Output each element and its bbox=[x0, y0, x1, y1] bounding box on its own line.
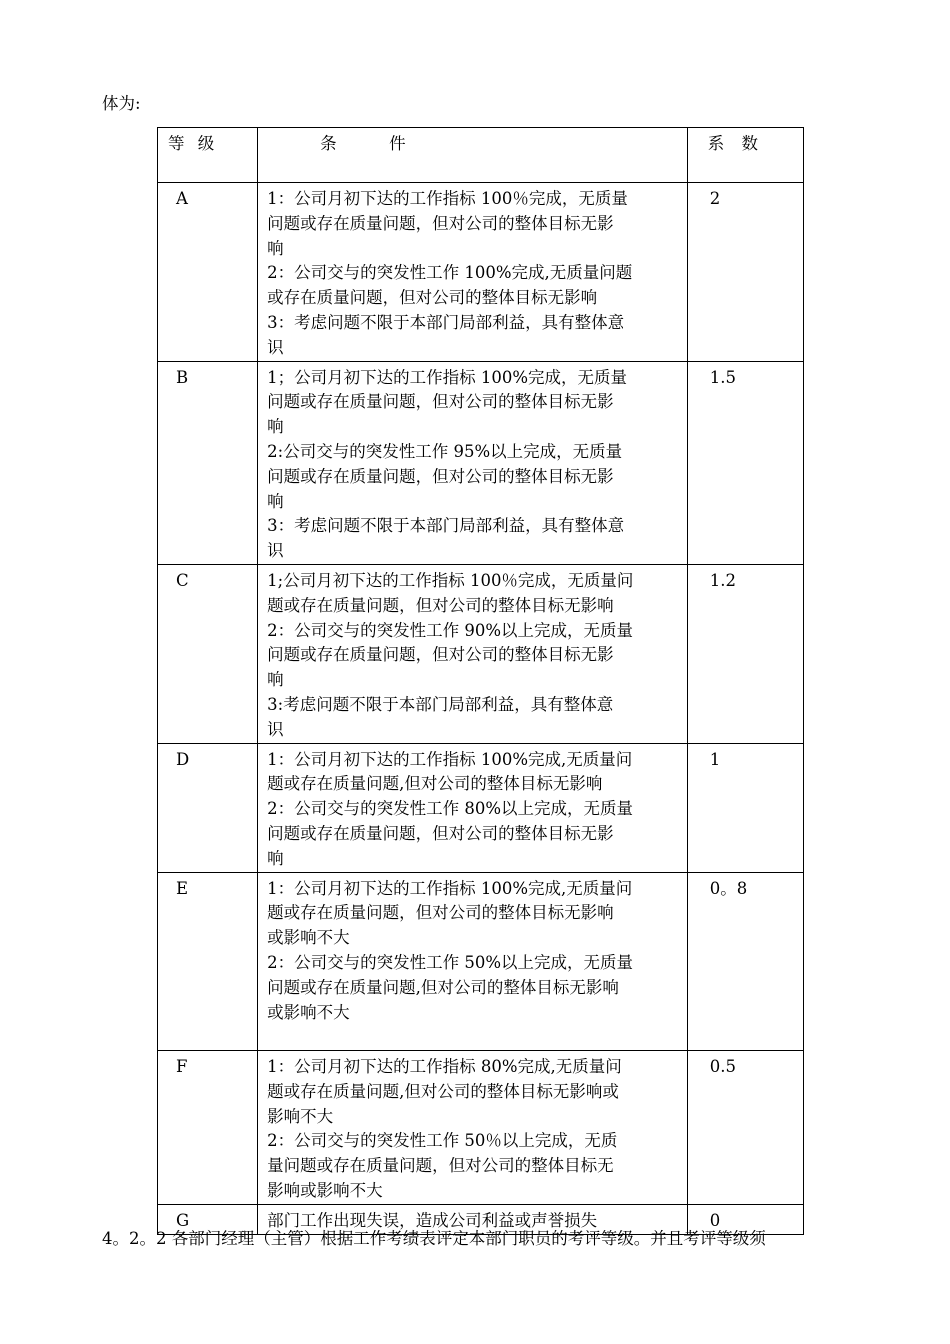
condition-line: 响 bbox=[267, 670, 284, 690]
grade-cell: D bbox=[158, 743, 258, 872]
condition-cell bbox=[258, 1051, 688, 1205]
condition-line: 或存在质量问题，但对公司的整体目标无影响 bbox=[267, 288, 598, 308]
condition-line: 题或存在质量问题,但对公司的整体目标无影响或 bbox=[267, 1081, 619, 1101]
grade-cell: F bbox=[158, 1051, 258, 1205]
condition-cell bbox=[258, 743, 688, 872]
condition-line: 识 bbox=[267, 541, 284, 561]
condition-line: 2：公司交与的突发性工作 50%以上完成，无质量 bbox=[267, 952, 634, 972]
grade-cell: E bbox=[158, 872, 258, 1051]
condition-line: 3:考虑问题不限于本部门局部利益，具有整体意 bbox=[267, 694, 614, 714]
coefficient-cell: 0.5 bbox=[687, 1051, 803, 1205]
condition-line: 响 bbox=[267, 491, 284, 511]
condition-line: 2：公司交与的突发性工作 100%完成,无质量问题 bbox=[267, 263, 633, 283]
condition-line: 1;公司月初下达的工作指标 100％完成，无质量问 bbox=[267, 570, 634, 590]
table-row bbox=[158, 564, 804, 743]
coefficient-cell: 0 bbox=[687, 1204, 803, 1234]
condition-line: 影响不大 bbox=[267, 1106, 334, 1126]
condition-cell bbox=[258, 872, 688, 1051]
condition-line: 题或存在质量问题，但对公司的整体目标无影响 bbox=[267, 595, 614, 615]
table-header-row bbox=[158, 128, 804, 183]
condition-line: 部门工作出现失误，造成公司利益或声誉损失 bbox=[267, 1210, 598, 1230]
condition-line: 问题或存在质量问题，但对公司的整体目标无影 bbox=[267, 823, 614, 843]
condition-line: 2:公司交与的突发性工作 95%以上完成，无质量 bbox=[267, 441, 623, 461]
condition-line: 问题或存在质量问题，但对公司的整体目标无影 bbox=[267, 213, 614, 233]
condition-line: 问题或存在质量问题，但对公司的整体目标无影 bbox=[267, 392, 614, 412]
coefficient-cell: 1 bbox=[687, 743, 803, 872]
condition-line: 问题或存在质量问题，但对公司的整体目标无影 bbox=[267, 466, 614, 486]
condition-line: 1：公司月初下达的工作指标 100%完成,无质量问 bbox=[267, 878, 633, 898]
footer-text: 4。2。2 各部门经理（主管）根据工作考绩表评定本部门职员的考评等级。并且考评等级须 bbox=[102, 1229, 766, 1248]
condition-line: 题或存在质量问题，但对公司的整体目标无影响 bbox=[267, 903, 614, 923]
condition-cell bbox=[258, 361, 688, 564]
coefficient-cell: 1.5 bbox=[687, 361, 803, 564]
grade-cell: C bbox=[158, 564, 258, 743]
grade-cell: A bbox=[158, 183, 258, 362]
condition-line: 响 bbox=[267, 417, 284, 437]
condition-line bbox=[267, 1025, 681, 1050]
condition-line: 1；公司月初下达的工作指标 100%完成，无质量 bbox=[267, 367, 628, 387]
condition-line: 题或存在质量问题,但对公司的整体目标无影响 bbox=[267, 774, 603, 794]
condition-line: 2：公司交与的突发性工作 50％以上完成，无质 bbox=[267, 1131, 618, 1151]
condition-line: 1：公司月初下达的工作指标 80%完成,无质量问 bbox=[267, 1057, 622, 1077]
condition-line: 3：考虑问题不限于本部门局部利益，具有整体意 bbox=[267, 312, 625, 332]
table-row bbox=[158, 183, 804, 362]
grade-table bbox=[157, 127, 804, 1235]
grade-table-body bbox=[158, 128, 804, 1235]
coefficient-cell: 1.2 bbox=[687, 564, 803, 743]
condition-line: 1：公司月初下达的工作指标 100%完成,无质量问 bbox=[267, 749, 633, 769]
coefficient-cell: 0。8 bbox=[687, 872, 803, 1051]
condition-line: 问题或存在质量问题,但对公司的整体目标无影响 bbox=[267, 977, 619, 997]
intro-text: 体为: bbox=[102, 94, 141, 113]
grade-cell: B bbox=[158, 361, 258, 564]
condition-line: 或影响不大 bbox=[267, 1002, 350, 1022]
condition-line: 量问题或存在质量问题，但对公司的整体目标无 bbox=[267, 1156, 614, 1176]
condition-line: 1：公司月初下达的工作指标 100％完成，无质量 bbox=[267, 189, 628, 208]
condition-line: 2：公司交与的突发性工作 90%以上完成，无质量 bbox=[267, 620, 634, 640]
coefficient-cell: 2 bbox=[687, 183, 803, 362]
condition-line: 影响或影响不大 bbox=[267, 1181, 383, 1201]
condition-line: 响 bbox=[267, 238, 284, 258]
table-row bbox=[158, 872, 804, 1051]
table-row bbox=[158, 361, 804, 564]
condition-line: 响 bbox=[267, 848, 284, 868]
condition-line: 识 bbox=[267, 719, 284, 739]
table-row bbox=[158, 1051, 804, 1205]
condition-line: 问题或存在质量问题，但对公司的整体目标无影 bbox=[267, 645, 614, 665]
condition-line: 或影响不大 bbox=[267, 928, 350, 948]
condition-line: 3：考虑问题不限于本部门局部利益，具有整体意 bbox=[267, 516, 625, 536]
condition-line: 2：公司交与的突发性工作 80%以上完成，无质量 bbox=[267, 799, 634, 819]
header-coefficient: 系 数 bbox=[687, 128, 803, 183]
header-grade: 等 级 bbox=[158, 128, 258, 183]
condition-cell bbox=[258, 183, 688, 362]
header-condition: 条 件 bbox=[258, 128, 688, 183]
table-row bbox=[158, 743, 804, 872]
grade-cell: G bbox=[158, 1204, 258, 1234]
condition-cell bbox=[258, 564, 688, 743]
condition-line: 识 bbox=[267, 337, 284, 357]
